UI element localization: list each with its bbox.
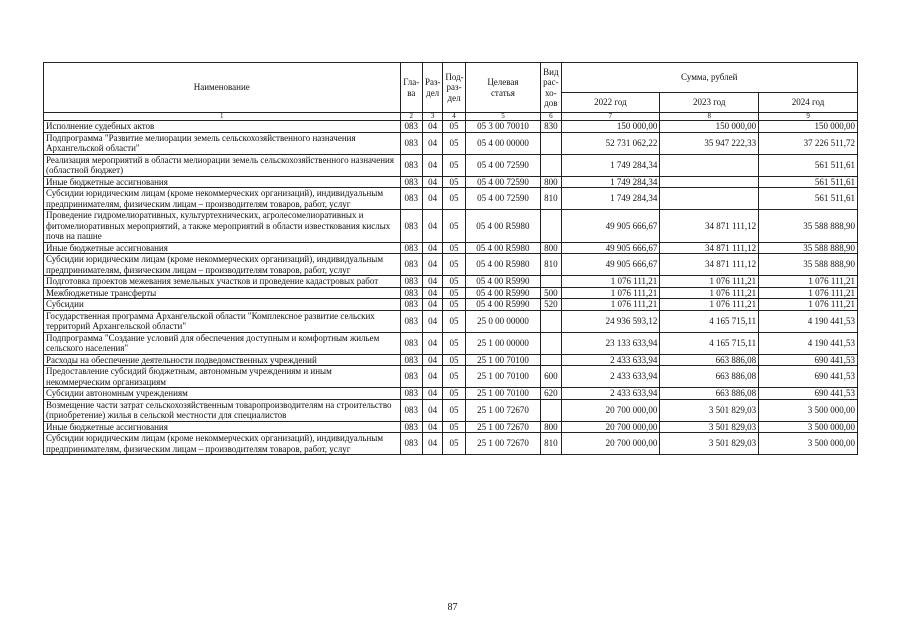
row-razdel: 04 — [422, 121, 442, 133]
row-razdel: 04 — [422, 188, 442, 210]
header-name: Наименование — [44, 63, 401, 113]
row-sum-2024: 4 190 441,53 — [759, 332, 858, 354]
row-target-article: 25 1 00 70100 — [465, 388, 540, 400]
row-podrazdel: 05 — [443, 287, 465, 299]
column-index: 8 — [660, 113, 759, 121]
row-target-article: 05 4 00 00000 — [465, 132, 540, 154]
row-expense-type: 810 — [541, 254, 561, 276]
row-expense-type: 500 — [541, 287, 561, 299]
row-sum-2023: 1 076 111,21 — [660, 287, 759, 299]
row-target-article: 25 1 00 70100 — [465, 354, 540, 366]
row-razdel: 04 — [422, 242, 442, 254]
row-podrazdel: 05 — [443, 154, 465, 176]
table-row — [44, 154, 858, 176]
row-sum-2022: 52 731 062,22 — [561, 132, 660, 154]
row-sum-2023: 3 501 829,03 — [660, 433, 759, 455]
row-name: Предоставление субсидий бюджетным, автономным учреждениям и иным некоммерческим организациям — [44, 366, 401, 388]
row-sum-2024: 3 500 000,00 — [759, 421, 858, 433]
table-row — [44, 176, 858, 188]
row-sum-2024: 561 511,61 — [759, 154, 858, 176]
row-name: Проведение гидромелиоративных, культуртехнических, агролесомелиоративных и фитомелиоративных мероприятий, а также мероприятий в области известкования кислых почв на пашне — [44, 210, 401, 243]
row-sum-2024: 561 511,61 — [759, 176, 858, 188]
row-podrazdel: 05 — [443, 210, 465, 243]
row-razdel: 04 — [422, 210, 442, 243]
header-target-article: Целевая статья — [465, 63, 540, 113]
row-sum-2022: 49 905 666,67 — [561, 242, 660, 254]
row-razdel: 04 — [422, 354, 442, 366]
row-podrazdel: 05 — [443, 176, 465, 188]
table-row — [44, 354, 858, 366]
row-sum-2024: 4 190 441,53 — [759, 310, 858, 332]
row-sum-2022: 20 700 000,00 — [561, 421, 660, 433]
row-sum-2022: 1 749 284,34 — [561, 176, 660, 188]
header-glava: Гла- ва — [400, 63, 422, 113]
row-sum-2024: 561 511,61 — [759, 188, 858, 210]
row-razdel: 04 — [422, 299, 442, 311]
row-sum-2022: 1 749 284,34 — [561, 188, 660, 210]
table-row — [44, 332, 858, 354]
table-row — [44, 188, 858, 210]
header-year-2024: 2024 год — [759, 93, 858, 113]
row-sum-2023: 150 000,00 — [660, 121, 759, 133]
row-target-article: 05 4 00 R5980 — [465, 210, 540, 243]
row-sum-2022: 2 433 633,94 — [561, 366, 660, 388]
row-sum-2022: 20 700 000,00 — [561, 399, 660, 421]
row-name: Субсидии юридическим лицам (кроме некоммерческих организаций), индивидуальным предпринимателям, физическим лицам – производителям товаров, работ, услуг — [44, 254, 401, 276]
row-podrazdel: 05 — [443, 354, 465, 366]
row-expense-type: 800 — [541, 176, 561, 188]
row-sum-2023: 663 886,08 — [660, 388, 759, 400]
row-expense-type — [541, 210, 561, 243]
row-sum-2023: 663 886,08 — [660, 354, 759, 366]
row-sum-2022: 2 433 633,94 — [561, 388, 660, 400]
row-razdel: 04 — [422, 332, 442, 354]
row-expense-type — [541, 354, 561, 366]
row-expense-type — [541, 310, 561, 332]
header-year-2022: 2022 год — [561, 93, 660, 113]
row-podrazdel: 05 — [443, 399, 465, 421]
row-razdel: 04 — [422, 176, 442, 188]
row-glava: 083 — [400, 176, 422, 188]
row-name: Иные бюджетные ассигнования — [44, 421, 401, 433]
row-podrazdel: 05 — [443, 332, 465, 354]
row-podrazdel: 05 — [443, 433, 465, 455]
row-sum-2024: 690 441,53 — [759, 388, 858, 400]
row-sum-2023: 34 871 111,12 — [660, 210, 759, 243]
table-row — [44, 254, 858, 276]
table-row — [44, 299, 858, 311]
table-row — [44, 287, 858, 299]
row-expense-type: 810 — [541, 433, 561, 455]
header-expense-type: Вид рас- хо- дов — [541, 63, 561, 113]
row-sum-2023: 34 871 111,12 — [660, 254, 759, 276]
row-razdel: 04 — [422, 433, 442, 455]
row-glava: 083 — [400, 299, 422, 311]
row-name: Подпрограмма "Развитие мелиорации земель сельскохозяйственного назначения Архангельской области" — [44, 132, 401, 154]
row-name: Субсидии юридическим лицам (кроме некоммерческих организаций), индивидуальным предпринимателям, физическим лицам – производителям товаров, работ, услуг — [44, 433, 401, 455]
table-row — [44, 388, 858, 400]
row-expense-type: 830 — [541, 121, 561, 133]
row-name: Иные бюджетные ассигнования — [44, 242, 401, 254]
row-sum-2022: 2 433 633,94 — [561, 354, 660, 366]
row-expense-type — [541, 132, 561, 154]
row-expense-type: 620 — [541, 388, 561, 400]
row-razdel: 04 — [422, 132, 442, 154]
row-sum-2024: 3 500 000,00 — [759, 433, 858, 455]
row-sum-2023: 34 871 111,12 — [660, 242, 759, 254]
table-row — [44, 121, 858, 133]
row-podrazdel: 05 — [443, 121, 465, 133]
row-razdel: 04 — [422, 421, 442, 433]
row-expense-type — [541, 399, 561, 421]
header-podrazdel: Под- раз- дел — [443, 63, 465, 113]
row-sum-2022: 24 936 593,12 — [561, 310, 660, 332]
row-target-article: 05 4 00 R5980 — [465, 254, 540, 276]
header-year-2023: 2023 год — [660, 93, 759, 113]
row-sum-2023 — [660, 176, 759, 188]
row-podrazdel: 05 — [443, 388, 465, 400]
row-glava: 083 — [400, 399, 422, 421]
row-name: Расходы на обеспечение деятельности подведомственных учреждений — [44, 354, 401, 366]
column-index: 6 — [541, 113, 561, 121]
row-sum-2023 — [660, 188, 759, 210]
row-target-article: 05 4 00 R5990 — [465, 276, 540, 288]
table-row — [44, 433, 858, 455]
row-expense-type — [541, 332, 561, 354]
row-sum-2024: 37 226 511,72 — [759, 132, 858, 154]
header-razdel: Раз- дел — [422, 63, 442, 113]
row-sum-2024: 150 000,00 — [759, 121, 858, 133]
row-target-article: 25 1 00 72670 — [465, 421, 540, 433]
row-razdel: 04 — [422, 276, 442, 288]
row-expense-type: 520 — [541, 299, 561, 311]
row-podrazdel: 05 — [443, 299, 465, 311]
row-name: Возмещение части затрат сельскохозяйственным товаропроизводителям на строительство (приобретение) жилья в сельской местности для специалистов — [44, 399, 401, 421]
row-target-article: 25 0 00 00000 — [465, 310, 540, 332]
row-razdel: 04 — [422, 388, 442, 400]
row-sum-2023: 4 165 715,11 — [660, 332, 759, 354]
row-glava: 083 — [400, 354, 422, 366]
row-sum-2024: 35 588 888,90 — [759, 254, 858, 276]
table-row — [44, 132, 858, 154]
column-index: 3 — [422, 113, 442, 121]
row-expense-type: 810 — [541, 188, 561, 210]
row-glava: 083 — [400, 210, 422, 243]
row-glava: 083 — [400, 188, 422, 210]
table-row — [44, 276, 858, 288]
row-sum-2023 — [660, 154, 759, 176]
column-index-row — [44, 113, 858, 121]
row-target-article: 25 1 00 00000 — [465, 332, 540, 354]
row-glava: 083 — [400, 287, 422, 299]
row-sum-2023: 35 947 222,33 — [660, 132, 759, 154]
row-sum-2023: 3 501 829,03 — [660, 421, 759, 433]
row-expense-type: 800 — [541, 421, 561, 433]
row-podrazdel: 05 — [443, 366, 465, 388]
table-row — [44, 366, 858, 388]
table-row — [44, 310, 858, 332]
row-sum-2024: 1 076 111,21 — [759, 276, 858, 288]
row-glava: 083 — [400, 276, 422, 288]
row-sum-2024: 35 588 888,90 — [759, 242, 858, 254]
row-target-article: 25 1 00 72670 — [465, 399, 540, 421]
row-name: Субсидии автономным учреждениям — [44, 388, 401, 400]
row-sum-2024: 690 441,53 — [759, 354, 858, 366]
row-sum-2023: 663 886,08 — [660, 366, 759, 388]
row-name: Межбюджетные трансферты — [44, 287, 401, 299]
row-razdel: 04 — [422, 366, 442, 388]
row-name: Субсидии — [44, 299, 401, 311]
table-row — [44, 210, 858, 243]
row-sum-2024: 35 588 888,90 — [759, 210, 858, 243]
row-name: Реализация мероприятий в области мелиорации земель сельскохозяйственного назначения (областной бюджет) — [44, 154, 401, 176]
row-glava: 083 — [400, 332, 422, 354]
row-sum-2024: 690 441,53 — [759, 366, 858, 388]
row-expense-type: 600 — [541, 366, 561, 388]
row-podrazdel: 05 — [443, 188, 465, 210]
row-sum-2022: 49 905 666,67 — [561, 254, 660, 276]
column-index: 2 — [400, 113, 422, 121]
row-sum-2022: 1 749 284,34 — [561, 154, 660, 176]
row-target-article: 05 4 00 R5990 — [465, 299, 540, 311]
row-glava: 083 — [400, 433, 422, 455]
column-index: 7 — [561, 113, 660, 121]
row-glava: 083 — [400, 366, 422, 388]
row-sum-2022: 49 905 666,67 — [561, 210, 660, 243]
row-sum-2022: 23 133 633,94 — [561, 332, 660, 354]
budget-table — [43, 62, 858, 455]
row-name: Подпрограмма "Создание условий для обеспечения доступным и комфортным жильем сельского населения" — [44, 332, 401, 354]
row-expense-type — [541, 154, 561, 176]
row-target-article: 05 4 00 R5980 — [465, 242, 540, 254]
row-glava: 083 — [400, 388, 422, 400]
row-razdel: 04 — [422, 310, 442, 332]
column-index: 9 — [759, 113, 858, 121]
row-target-article: 05 3 00 70010 — [465, 121, 540, 133]
column-index: 4 — [443, 113, 465, 121]
column-index: 5 — [465, 113, 540, 121]
row-name: Иные бюджетные ассигнования — [44, 176, 401, 188]
row-podrazdel: 05 — [443, 276, 465, 288]
row-sum-2024: 3 500 000,00 — [759, 399, 858, 421]
row-sum-2022: 1 076 111,21 — [561, 276, 660, 288]
row-sum-2024: 1 076 111,21 — [759, 287, 858, 299]
header-sum: Сумма, рублей — [561, 63, 858, 93]
row-name: Подготовка проектов межевания земельных участков и проведение кадастровых работ — [44, 276, 401, 288]
row-target-article: 25 1 00 72670 — [465, 433, 540, 455]
row-glava: 083 — [400, 310, 422, 332]
row-target-article: 05 4 00 R5990 — [465, 287, 540, 299]
row-podrazdel: 05 — [443, 421, 465, 433]
table-row — [44, 242, 858, 254]
row-target-article: 05 4 00 72590 — [465, 188, 540, 210]
row-sum-2022: 150 000,00 — [561, 121, 660, 133]
row-razdel: 04 — [422, 287, 442, 299]
row-target-article: 25 1 00 70100 — [465, 366, 540, 388]
row-sum-2023: 1 076 111,21 — [660, 276, 759, 288]
row-name: Исполнение судебных актов — [44, 121, 401, 133]
row-name: Субсидии юридическим лицам (кроме некоммерческих организаций), индивидуальным предпринимателям, физическим лицам – производителям товаров, работ, услуг — [44, 188, 401, 210]
row-sum-2024: 1 076 111,21 — [759, 299, 858, 311]
row-name: Государственная программа Архангельской области "Комплексное развитие сельских территорий Архангельской области" — [44, 310, 401, 332]
row-sum-2023: 4 165 715,11 — [660, 310, 759, 332]
row-razdel: 04 — [422, 154, 442, 176]
column-index: 1 — [44, 113, 401, 121]
row-podrazdel: 05 — [443, 254, 465, 276]
row-sum-2022: 1 076 111,21 — [561, 299, 660, 311]
row-glava: 083 — [400, 154, 422, 176]
row-expense-type — [541, 276, 561, 288]
row-sum-2023: 3 501 829,03 — [660, 399, 759, 421]
row-expense-type: 800 — [541, 242, 561, 254]
table-row — [44, 421, 858, 433]
row-razdel: 04 — [422, 254, 442, 276]
row-glava: 083 — [400, 132, 422, 154]
row-glava: 083 — [400, 242, 422, 254]
row-target-article: 05 4 00 72590 — [465, 154, 540, 176]
row-sum-2022: 20 700 000,00 — [561, 433, 660, 455]
row-sum-2022: 1 076 111,21 — [561, 287, 660, 299]
table-row — [44, 399, 858, 421]
row-razdel: 04 — [422, 399, 442, 421]
page-number: 87 — [447, 602, 458, 613]
row-sum-2023: 1 076 111,21 — [660, 299, 759, 311]
row-glava: 083 — [400, 421, 422, 433]
row-glava: 083 — [400, 254, 422, 276]
row-podrazdel: 05 — [443, 242, 465, 254]
row-target-article: 05 4 00 72590 — [465, 176, 540, 188]
row-podrazdel: 05 — [443, 310, 465, 332]
row-podrazdel: 05 — [443, 132, 465, 154]
row-glava: 083 — [400, 121, 422, 133]
